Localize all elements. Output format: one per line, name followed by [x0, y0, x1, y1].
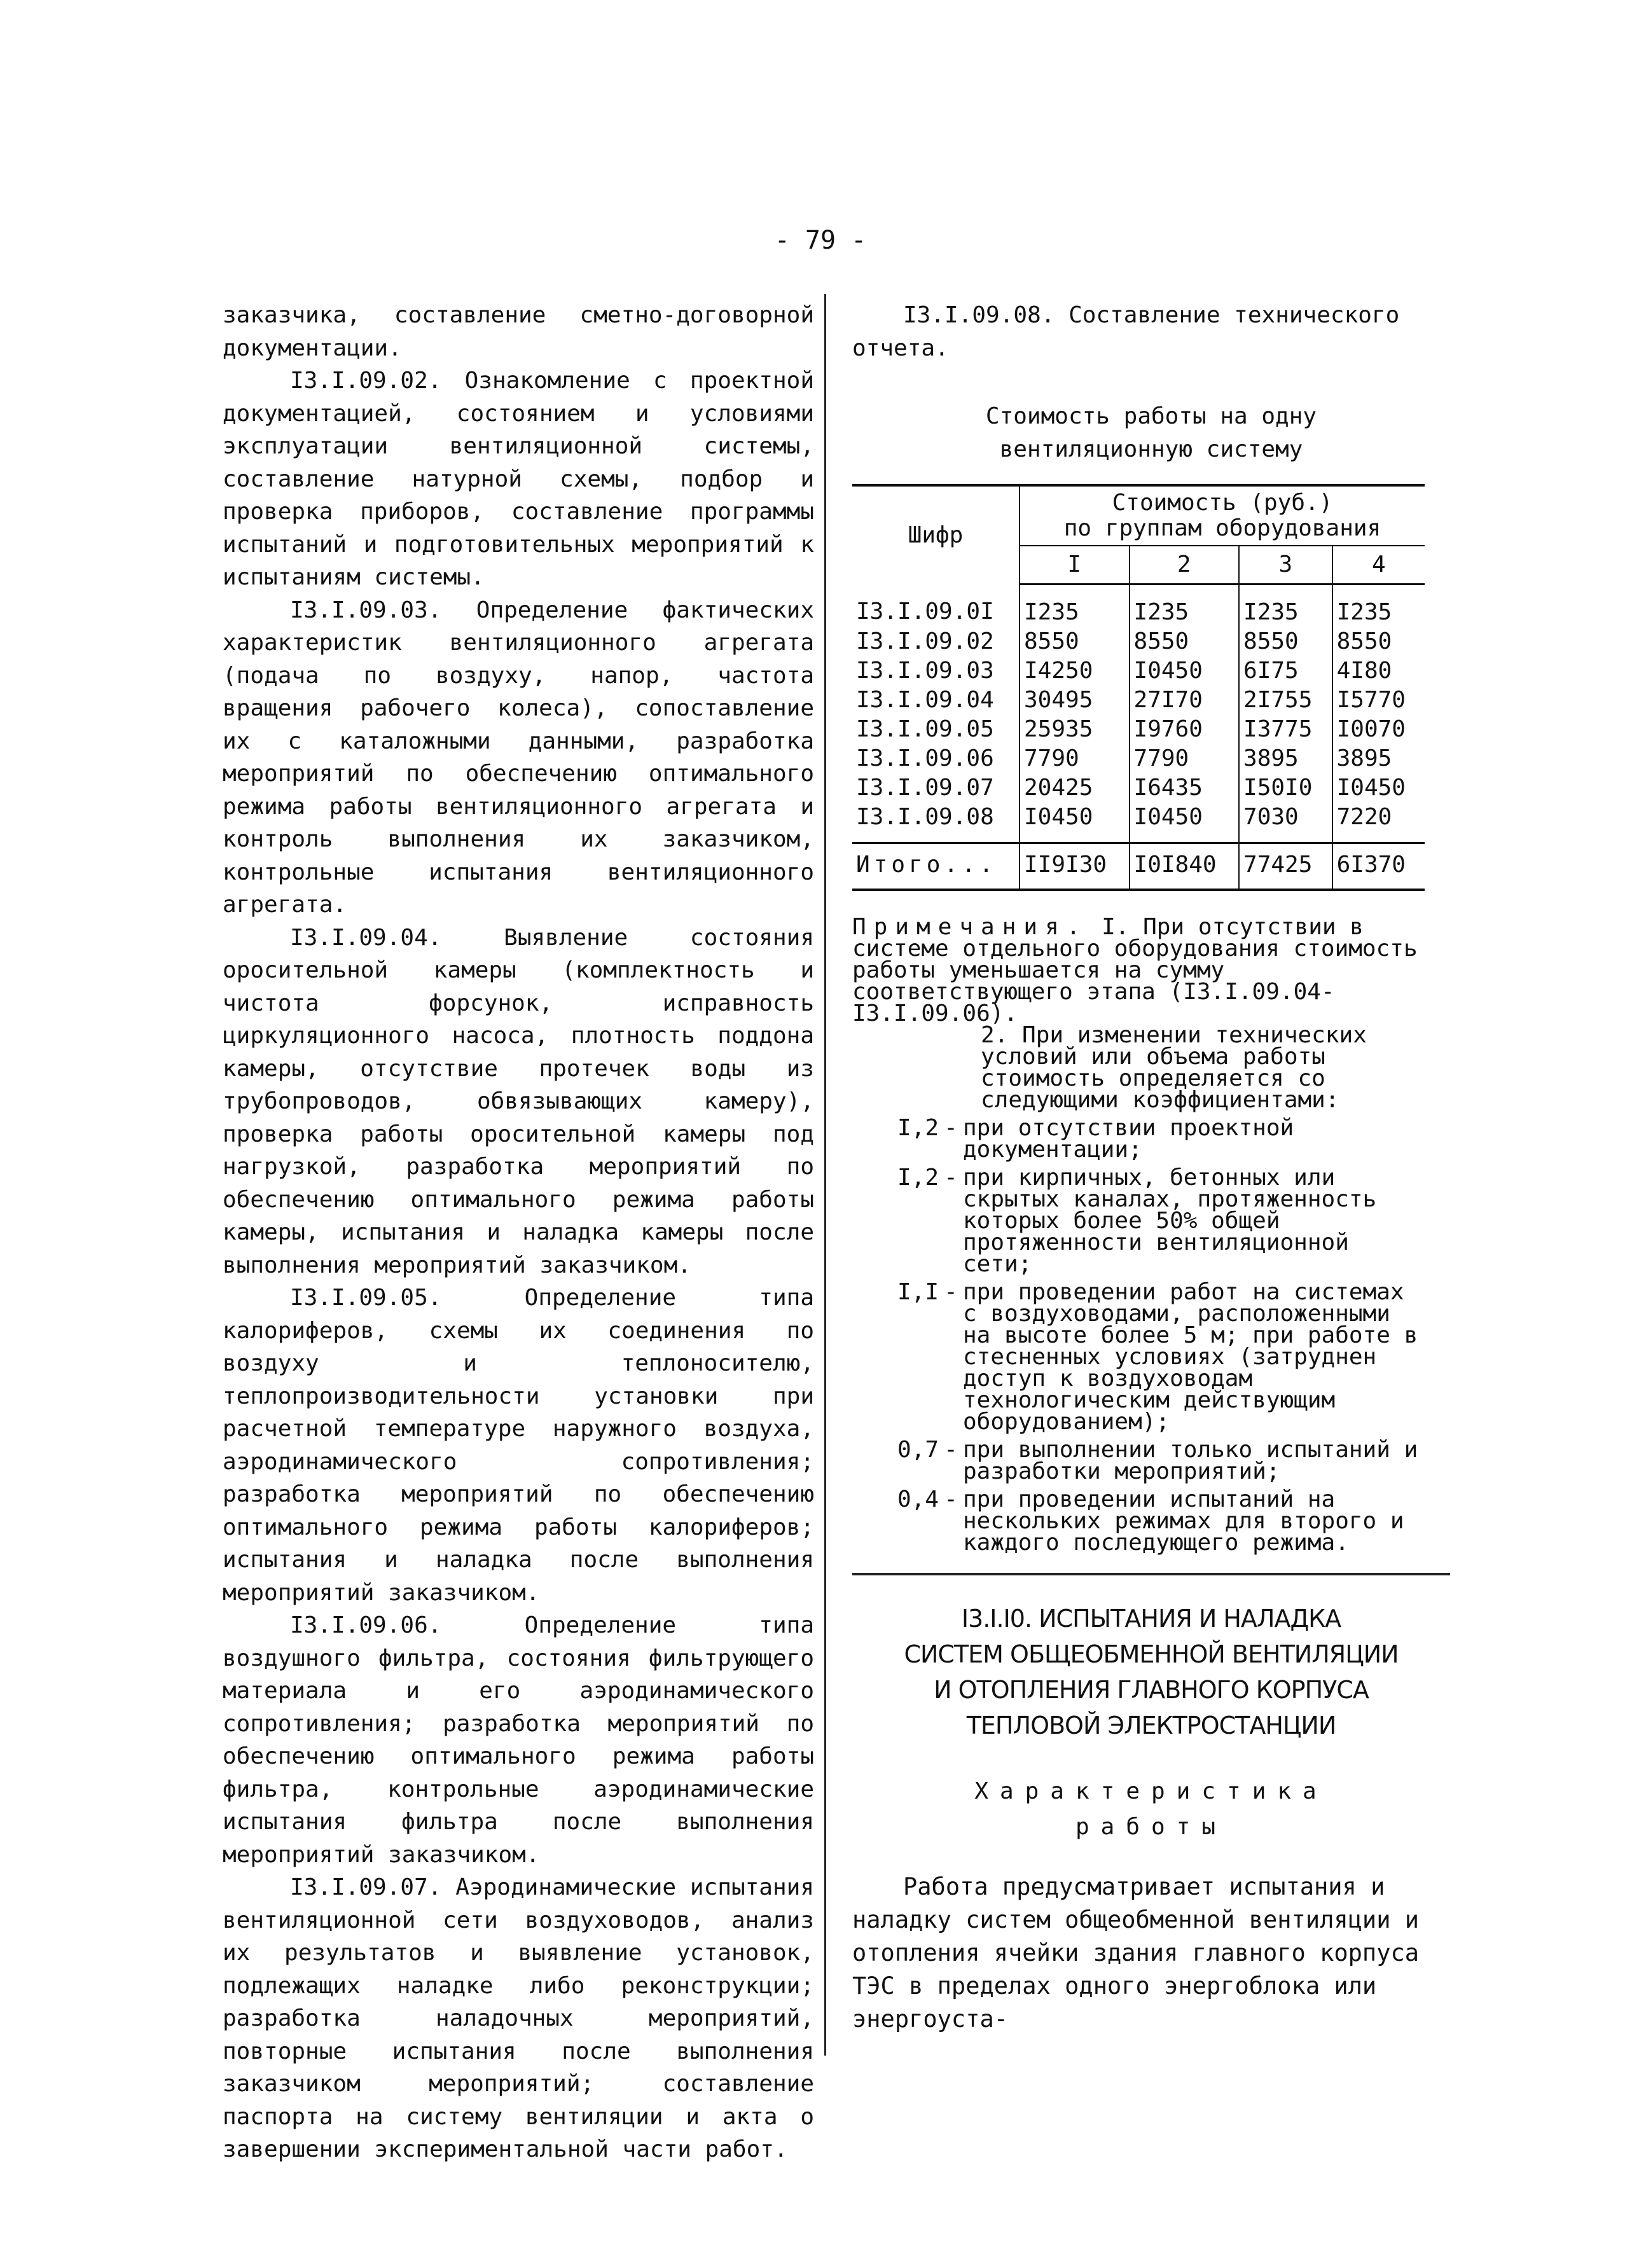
coefficient-row — [852, 1486, 1450, 1556]
section-title-line1: I3.I.I0. ИСПЫТАНИЯ И НАЛАДКА — [961, 1605, 1341, 1633]
header-cost-groups — [1020, 485, 1425, 546]
coefficient-dash: - — [944, 1279, 958, 1305]
paragraph-13-1-09-02: I3.I.09.02. Ознакомление с проектной документацией, состоянием и условиями эксплуатации вентиляционной системы, составление натурной схемы, подбор и проверка приборов, составление программы испытаний и подготовительных мероприятий к испытаниям системы. — [223, 368, 814, 590]
cell-code: I3.I.09.02 — [856, 628, 994, 654]
cell-code: I3.I.09.05 — [856, 716, 994, 742]
coefficient-row — [852, 1167, 1450, 1275]
coefficient-row — [852, 1439, 1450, 1483]
cell-value: I0450 — [1130, 803, 1240, 843]
cell-value: I0070 — [1332, 715, 1425, 744]
total-value: 77425 — [1239, 843, 1332, 890]
table-row — [852, 803, 1425, 843]
table-row — [852, 715, 1425, 744]
table-title-line2: вентиляционную систему — [999, 436, 1303, 462]
coefficient-dash: - — [944, 1115, 958, 1141]
table-row — [852, 627, 1425, 656]
cell-value: 25935 — [1020, 715, 1130, 744]
header-cost-line2: по группам оборудования — [1063, 515, 1381, 541]
coefficient-text: при проведении работ на системах с воздуховодами, расположенными на высоте более 5 м; при работе в стесненных условиях (затруднен доступ к воздуховодам технологическим действующим оборудованием); — [963, 1279, 1418, 1435]
paragraph-13-1-09-04: I3.I.09.04. Выявление состояния оросительной камеры (комплектность и чистота форсунок, исправность циркуляционного насоса, плотность поддона камеры, отсутствие протечек воды из трубопроводов, обвязывающих камеру), проверка работы оросительной камеры под нагрузкой, разработка мероприятий по обеспечению оптимального режима работы камеры, испытания и наладка камеры после выполнения мероприятий заказчиком. — [223, 924, 814, 1278]
cell-value: I235 — [1020, 584, 1130, 628]
paragraph-13-1-09-05: I3.I.09.05. Определение типа калориферов, схемы их соединения по воздуху и теплоносителю, теплопроизводительности установки при расчетной температуре наружного воздуха, аэродинамического сопротивления; разработка мероприятий по обеспечению оптимального режима работы калориферов; испытания и наладка после выполнения мероприятий заказчиком. — [223, 1285, 814, 1606]
cell-value: 7030 — [1239, 803, 1332, 843]
right-column — [852, 299, 1450, 2036]
table-title — [852, 400, 1450, 466]
coefficient-value: 0,7 — [897, 1437, 939, 1463]
cell-value: I5770 — [1332, 686, 1425, 715]
cell-value: 6I75 — [1239, 656, 1332, 686]
cell-value: I9760 — [1130, 715, 1240, 744]
cell-value: I6435 — [1130, 773, 1240, 803]
cell-value: 8550 — [1332, 627, 1425, 656]
left-column — [223, 299, 814, 2166]
characteristic-heading-line2: работы — [1075, 1814, 1227, 1840]
table-total-row — [852, 843, 1425, 890]
coefficient-dash: - — [944, 1437, 958, 1463]
total-value: 6I370 — [1332, 843, 1425, 890]
cell-code: I3.I.09.08 — [856, 804, 994, 830]
note-1-text: I. При отсутствии в системе отдельного оборудования стоимость работы уменьшается на сумму соответствующего этапа (I3.I.09.04-I3.I.09.06). — [852, 914, 1418, 1027]
cell-value: 2I755 — [1239, 686, 1332, 715]
total-label: Итого... — [852, 843, 1020, 890]
coefficient-text: при выполнении только испытаний и разработки мероприятий; — [963, 1437, 1418, 1484]
coefficient-value: 0,4 — [897, 1486, 939, 1512]
total-value: II9I30 — [1020, 843, 1130, 890]
cell-value: I235 — [1130, 584, 1240, 628]
cell-value: I50I0 — [1239, 773, 1332, 803]
cell-value: 4I80 — [1332, 656, 1425, 686]
cell-code: I3.I.09.07 — [856, 775, 994, 801]
coefficient-value: I,2 — [897, 1115, 939, 1141]
header-group-2: 2 — [1130, 546, 1240, 584]
cell-value: 3895 — [1239, 744, 1332, 773]
coefficient-dash: - — [944, 1486, 958, 1512]
section-title-line2: СИСТЕМ ОБЩЕОБМЕННОЙ ВЕНТИЛЯЦИИ — [904, 1640, 1399, 1668]
cell-value: I0450 — [1130, 656, 1240, 686]
coefficient-row — [852, 1279, 1450, 1435]
coefficient-text: при кирпичных, бетонных или скрытых каналах, протяженность которых более 50% общей протяженности вентиляционной сети; — [963, 1165, 1377, 1277]
cell-value: 7220 — [1332, 803, 1425, 843]
table-row — [852, 656, 1425, 686]
cell-code: I3.I.09.04 — [856, 687, 994, 713]
cell-value: 30495 — [1020, 686, 1130, 715]
cell-value: 8550 — [1130, 627, 1240, 656]
cell-value: I0450 — [1332, 773, 1425, 803]
table-row — [852, 744, 1425, 773]
section-title-line4: ТЕПЛОВОЙ ЭЛЕКТРОСТАНЦИИ — [966, 1711, 1336, 1739]
table-title-line1: Стоимость работы на одну — [985, 403, 1317, 429]
notes-label: Примечания. — [852, 914, 1088, 940]
header-group-1: I — [1020, 546, 1130, 584]
notes-block — [852, 916, 1450, 1554]
table-row — [852, 584, 1425, 628]
paragraph-13-1-09-06: I3.I.09.06. Определение типа воздушного фильтра, состояния фильтрующего материала и его аэродинамического сопротивления; разработка мероприятий по обеспечению оптимального режима работы фильтра, контрольные аэродинамические испытания фильтра после выполнения мероприятий заказчиком. — [223, 1612, 814, 1868]
column-divider — [824, 294, 826, 2056]
cell-value: 27I70 — [1130, 686, 1240, 715]
cell-value: I235 — [1332, 584, 1425, 628]
coefficient-row — [852, 1117, 1450, 1161]
cell-value: 7790 — [1020, 744, 1130, 773]
characteristic-heading-line1: Характеристика — [974, 1778, 1328, 1804]
cell-value: I235 — [1239, 584, 1332, 628]
cell-value: I3775 — [1239, 715, 1332, 744]
note-1 — [852, 916, 1450, 1025]
coefficient-value: I,2 — [897, 1165, 939, 1191]
note-2: 2. При изменении технических условий или объема работы стоимость определяется со следующими коэффициентами: — [981, 1022, 1367, 1113]
section-title-line3: И ОТОПЛЕНИЯ ГЛАВНОГО КОРПУСА — [934, 1676, 1369, 1704]
cell-value: 8550 — [1239, 627, 1332, 656]
cell-value: I0450 — [1020, 803, 1130, 843]
work-description: Работа предусматривает испытания и наладку систем общеобменной вентиляции и отопления ячейки здания главного корпуса ТЭС в пределах одного энергоблока или энергоуста- — [852, 1873, 1420, 2033]
section-divider — [852, 1573, 1450, 1575]
paragraph-13-1-09-08: I3.I.09.08. Составление технического отчета. — [852, 302, 1400, 361]
characteristic-heading — [852, 1774, 1450, 1845]
page-number: - 79 - — [774, 226, 867, 255]
cell-value: 20425 — [1020, 773, 1130, 803]
coefficient-value: I,I — [897, 1279, 939, 1305]
cell-value: 8550 — [1020, 627, 1130, 656]
paragraph-customer-docs: заказчика, составление сметно-договорной документации. — [223, 302, 814, 361]
paragraph-13-1-09-03: I3.I.09.03. Определение фактических характеристик вентиляционного агрегата (подача по воздуху, напор, частота вращения рабочего колеса), сопоставление их с каталожными данными, разработка мероприятий по обеспечению оптимального режима работы вентиляционного агрегата и контроль выполнения их заказчиком, контрольные испытания вентиляционного агрегата. — [223, 597, 814, 918]
header-group-3: 3 — [1239, 546, 1332, 584]
cell-code: I3.I.09.06 — [856, 745, 994, 771]
cell-value: I4250 — [1020, 656, 1130, 686]
header-cipher: Шифр — [852, 485, 1020, 584]
cell-code: I3.I.09.0I — [856, 598, 994, 625]
coefficient-text: при отсутствии проектной документации; — [963, 1115, 1294, 1163]
header-cost-line1: Стоимость (руб.) — [1112, 490, 1333, 516]
cost-table — [852, 484, 1425, 891]
header-group-4: 4 — [1332, 546, 1425, 584]
cell-code: I3.I.09.03 — [856, 658, 994, 684]
cell-value: 3895 — [1332, 744, 1425, 773]
table-row — [852, 773, 1425, 803]
paragraph-13-1-09-07: I3.I.09.07. Аэродинамические испытания вентиляционной сети воздуховодов, анализ их результатов и выявление установок, подлежащих наладке либо реконструкции; разработка наладочных мероприятий, повторные испытания после выполнения заказчиком мероприятий; составление паспорта на систему вентиляции и акта о завершении экспериментальной части работ. — [223, 1874, 814, 2162]
total-value: I0I840 — [1130, 843, 1240, 890]
table-row — [852, 686, 1425, 715]
coefficient-text: при проведении испытаний на нескольких режимах для второго и каждого последующего режима. — [963, 1486, 1404, 1556]
coefficient-dash: - — [944, 1165, 958, 1191]
cell-value: 7790 — [1130, 744, 1240, 773]
section-title — [852, 1601, 1450, 1743]
